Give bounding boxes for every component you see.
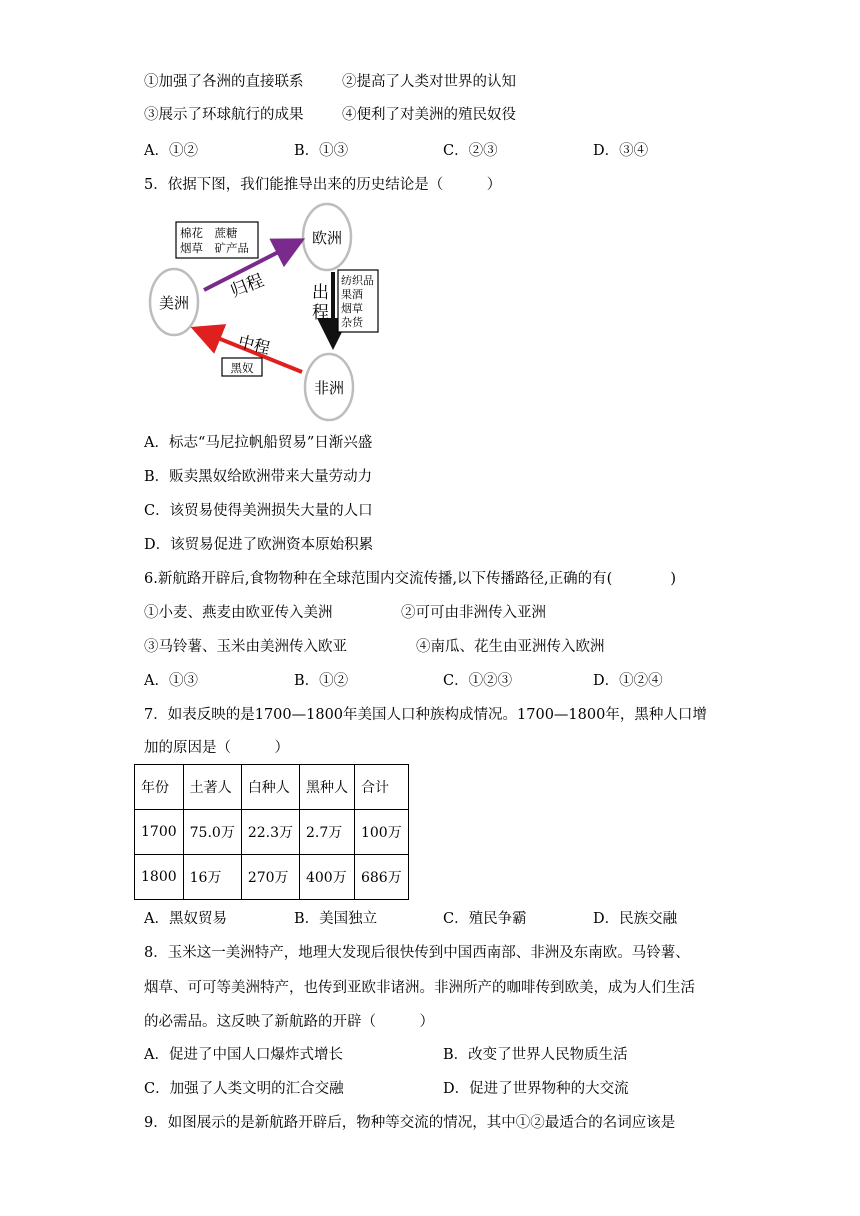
q4-option-d[interactable]: D．③④: [593, 143, 649, 159]
mid-route-label: 中程: [236, 331, 272, 358]
q6-option-b[interactable]: B．①②: [294, 673, 349, 689]
q4-item-1: ①加强了各洲的直接联系: [144, 74, 304, 90]
table-header-cell: 合计: [354, 765, 408, 810]
q6-item-1: ①小麦、燕麦由欧亚传入美洲: [144, 605, 333, 621]
table-cell: 22.3万: [241, 810, 299, 855]
africa-label: 非洲: [313, 379, 345, 397]
q7-option-c[interactable]: C．殖民争霸: [443, 911, 527, 927]
europe-label: 欧洲: [311, 229, 343, 247]
q7-option-d[interactable]: D．民族交融: [593, 911, 678, 927]
q5-option-a[interactable]: A．标志“马尼拉帆船贸易”日渐兴盛: [144, 435, 373, 451]
table-cell: 100万: [354, 810, 408, 855]
table-cell: 1700: [135, 810, 184, 855]
mid-goods-label: 黑奴: [230, 361, 254, 375]
q8-option-a[interactable]: A．促进了中国人口爆炸式增长: [144, 1047, 343, 1063]
table-header-cell: 年份: [135, 765, 184, 810]
table-cell: 686万: [354, 855, 408, 900]
q8-stem-line2: 烟草、可可等美洲特产，也传到亚欧非诸洲。非洲所产的咖啡传到欧美，成为人们生活: [144, 980, 695, 996]
table-header-cell: 白种人: [241, 765, 299, 810]
q4-option-c[interactable]: C．②③: [443, 143, 498, 159]
q6-option-c[interactable]: C．①②③: [443, 673, 513, 689]
q6-option-a[interactable]: A．①③: [144, 673, 198, 689]
q4-option-b[interactable]: B．①③: [294, 143, 349, 159]
table-header-cell: 土著人: [183, 765, 241, 810]
return-goods-line2: 烟草 矿产品: [180, 241, 249, 255]
return-goods-line1: 棉花 蔗糖: [180, 226, 238, 240]
table-cell: 270万: [241, 855, 299, 900]
q5-option-b[interactable]: B．贩卖黑奴给欧洲带来大量劳动力: [144, 469, 373, 485]
q7-option-b[interactable]: B．美国独立: [294, 911, 378, 927]
q4-item-4: ④便利了对美洲的殖民奴役: [342, 107, 516, 123]
out-goods-1: 纺织品: [341, 274, 374, 287]
table-cell: 1800: [135, 855, 184, 900]
table-cell: 400万: [299, 855, 354, 900]
q7-option-a[interactable]: A．黑奴贸易: [144, 911, 227, 927]
q6-stem: 6.新航路开辟后,食物物种在全球范围内交流传播,以下传播路径,正确的有( ): [144, 571, 676, 587]
table-header-row: [135, 765, 409, 810]
table-cell: 2.7万: [299, 810, 354, 855]
q8-option-d[interactable]: D．促进了世界物种的大交流: [443, 1081, 629, 1097]
table-row: [135, 810, 409, 855]
q4-item-3: ③展示了环球航行的成果: [144, 107, 304, 123]
q5-option-d[interactable]: D．该贸易促进了欧洲资本原始积累: [144, 537, 374, 553]
out-goods-4: 杂货: [341, 316, 363, 329]
q6-item-3: ③马铃薯、玉米由美洲传入欧亚: [144, 639, 347, 655]
table-header-cell: 黑种人: [299, 765, 354, 810]
q6-item-2: ②可可由非洲传入亚洲: [401, 605, 546, 621]
q7-stem-line2: 加的原因是（ ）: [144, 740, 289, 756]
q8-option-c[interactable]: C．加强了人类文明的汇合交融: [144, 1081, 344, 1097]
out-goods-2: 果酒: [341, 288, 363, 301]
q4-item-2: ②提高了人类对世界的认知: [342, 74, 516, 90]
out-route-label-2: 程: [312, 303, 329, 323]
out-goods-3: 烟草: [341, 302, 363, 315]
out-route-label-1: 出: [312, 283, 329, 303]
q5-stem: 5．依据下图，我们能推导出来的历史结论是（ ）: [144, 177, 502, 193]
q6-item-4: ④南瓜、花生由亚洲传入欧洲: [416, 639, 605, 655]
q8-stem-line1: 8．玉米这一美洲特产，地理大发现后很快传到中国西南部、非洲及东南欧。马铃薯、: [144, 945, 690, 961]
q8-stem-line3: 的必需品。这反映了新航路的开辟（ ）: [144, 1014, 434, 1030]
return-route-label: 归程: [227, 270, 267, 302]
table-cell: 75.0万: [183, 810, 241, 855]
table-row: [135, 855, 409, 900]
q7-stem-line1: 7．如表反映的是1700—1800年美国人口种族构成情况。1700—1800年，黑种人口增: [144, 707, 707, 723]
q8-option-b[interactable]: B．改变了世界人民物质生活: [443, 1047, 628, 1063]
triangular-trade-diagram: [140, 200, 430, 430]
q9-stem: 9．如图展示的是新航路开辟后，物种等交流的情况，其中①②最适合的名词应该是: [144, 1115, 676, 1131]
q5-option-c[interactable]: C．该贸易使得美洲损失大量的人口: [144, 503, 373, 519]
q4-option-a[interactable]: A．①②: [144, 143, 198, 159]
population-table: [134, 764, 409, 900]
table-cell: 16万: [183, 855, 241, 900]
america-label: 美洲: [158, 294, 190, 312]
q6-option-d[interactable]: D．①②④: [593, 673, 663, 689]
